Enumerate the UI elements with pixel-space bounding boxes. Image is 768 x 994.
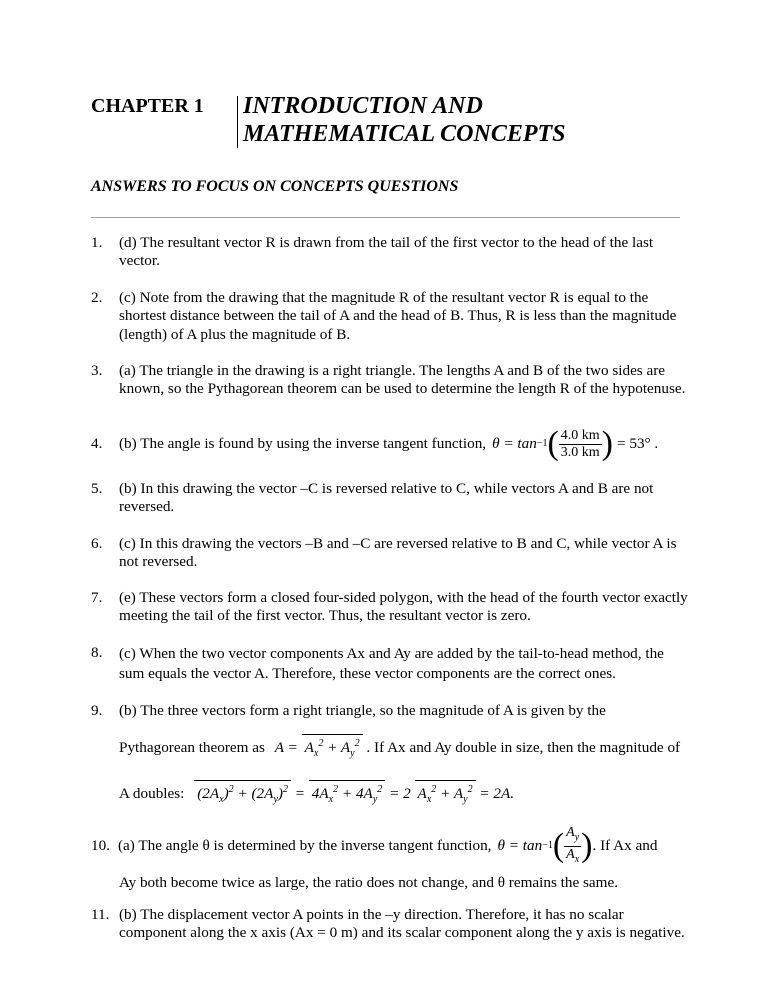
question-text-line3a: A doubles: [119, 785, 185, 803]
fraction-numerator: 4.0 km [560, 427, 600, 443]
equation-result: = 2A. [479, 785, 515, 803]
question-text: (c) Note from the drawing that the magnitude R of the resultant vector R is equal to the shortest distance between the tail of A and the head of B. Thus, R is less than the magnitude (length) of A plus the magnitude of B. [119, 289, 677, 343]
right-paren: ) [581, 827, 593, 864]
question-number: 5. [91, 480, 103, 497]
pythagorean-line [119, 734, 680, 764]
equation-lhs: θ = tan [492, 434, 537, 452]
chapter-title-line1: INTRODUCTION AND [243, 93, 483, 119]
question-number: 2. [91, 289, 103, 306]
section-divider [91, 217, 680, 218]
equation-exponent: −1 [536, 437, 548, 449]
question-number: 4. [91, 435, 103, 452]
doubling-line [119, 780, 514, 810]
question-text: (c) In this drawing the vectors –B and –C are reversed relative to B and C, while vector A is not reversed. [119, 535, 677, 571]
question-10 [91, 824, 691, 892]
left-paren: ( [547, 425, 559, 462]
question-number: 9. [91, 702, 103, 719]
question-number: 3. [91, 362, 103, 379]
question-4 [91, 425, 691, 462]
question-number: 1. [91, 234, 103, 251]
question-text-c: Ay both become twice as large, the ratio does not change, and θ remains the same. [119, 874, 619, 891]
question-number: 8. [91, 644, 103, 661]
question-text-line1: (b) The three vectors form a right triangle, so the magnitude of A is given by the [119, 702, 606, 719]
equation-rhs: = 53° . [617, 434, 659, 452]
question-text: (e) These vectors form a closed four-sided polygon, with the head of the fourth vector exactly meeting the tail of the first vector. Thus, the resultant vector is zero. [119, 589, 688, 625]
q10-line1 [91, 826, 657, 866]
question-text: (b) The displacement vector A points in the –y direction. Therefore, it has no scalar component along the x axis (Ax = 0 m) and its scalar component along the y axis is negative. [119, 906, 685, 942]
chapter-divider [237, 96, 238, 148]
sqrt-doubled: $(2A_x)^2 + (2A_y)^2$ [194, 780, 291, 810]
question-number: 6. [91, 535, 103, 552]
eq-exp: −1 [542, 839, 553, 851]
eq-step3: = 2 [389, 785, 411, 803]
equation-fraction [559, 428, 602, 461]
eq-step2: = [294, 785, 309, 803]
eq-A: A = [274, 739, 298, 757]
question-text: (b) In this drawing the vector –C is reversed relative to C, while vectors A and B are not reversed. [119, 480, 654, 516]
chapter-title-line2: MATHEMATICAL CONCEPTS [243, 121, 566, 147]
sqrt-ax-ay-2: $A_x^2 + A_y^2$ [415, 780, 476, 810]
ratio-fraction: $A_y$ $A_x$ [566, 824, 580, 865]
question-text-line2b: . If Ax and Ay double in size, then the magnitude of [366, 739, 681, 757]
question-text: (c) When the two vector components Ax and Ay are added by the tail-to-head method, the sum equals the vector A. Therefore, these vector components are the correct ones. [119, 645, 664, 682]
question-text: (d) The resultant vector R is drawn from the tail of the first vector to the head of the last vector. [119, 234, 654, 270]
question-text: (a) The triangle in the drawing is a right triangle. The lengths A and B of the two sides are known, so the Pythagorean theorem can be used to determine the length R of the hypotenuse. [119, 362, 686, 398]
question-number: 7. [91, 589, 103, 606]
sqrt-ax-ay: $A_x^2 + A_y^2$ [302, 734, 363, 764]
question-9 [91, 702, 691, 812]
section-heading: ANSWERS TO FOCUS ON CONCEPTS QUESTIONS [91, 178, 459, 195]
question-text-a: (a) The angle θ is determined by the inverse tangent function, [117, 836, 492, 854]
question-text-b: . If Ax and [592, 836, 658, 854]
question-number: 11. [91, 906, 110, 923]
question-text-line2a: Pythagorean theorem as [119, 739, 265, 757]
chapter-title [243, 92, 566, 148]
sqrt-4ax-4ay: $4A_x^2 + 4A_y^2$ [309, 780, 386, 810]
chapter-label: CHAPTER 1 [91, 95, 204, 117]
question-text: (b) The angle is found by using the inverse tangent function, [119, 434, 487, 452]
eq-theta: θ = tan [497, 836, 543, 854]
fraction-denominator: 3.0 km [560, 444, 600, 460]
left-paren: ( [552, 827, 565, 864]
question-number: 10. [91, 836, 110, 854]
right-paren: ) [601, 425, 613, 462]
